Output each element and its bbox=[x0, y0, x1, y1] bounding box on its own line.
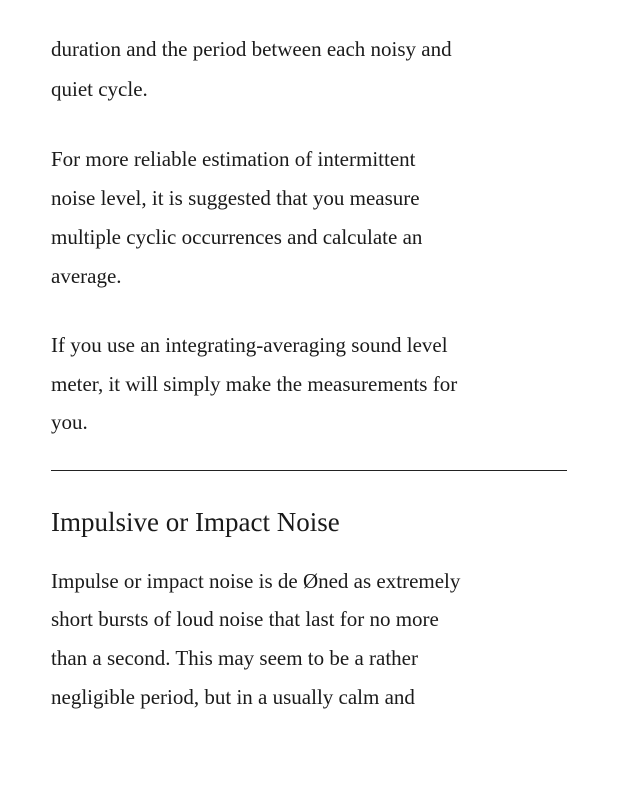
text-line: short bursts of loud noise that last for no more bbox=[51, 607, 439, 631]
text-line: If you use an integrating-averaging sound level bbox=[51, 333, 448, 357]
text-line: you. bbox=[51, 410, 88, 434]
text-line: Impulse or impact noise is de Øned as extremely bbox=[51, 569, 461, 593]
text-line: noise level, it is suggested that you measure bbox=[51, 186, 420, 210]
text-line: average. bbox=[51, 264, 122, 288]
horizontal-divider bbox=[51, 470, 567, 471]
text-line: than a second. This may seem to be a rather bbox=[51, 646, 418, 670]
text-line: multiple cyclic occurrences and calculate an bbox=[51, 225, 423, 249]
section-heading: Impulsive or Impact Noise bbox=[51, 507, 340, 537]
text-line: quiet cycle. bbox=[51, 77, 148, 101]
text-line: meter, it will simply make the measurements for bbox=[51, 372, 458, 396]
text-line: negligible period, but in a usually calm and bbox=[51, 685, 415, 709]
text-line: For more reliable estimation of intermittent bbox=[51, 147, 416, 171]
text-line: duration and the period between each noisy and bbox=[51, 37, 452, 61]
